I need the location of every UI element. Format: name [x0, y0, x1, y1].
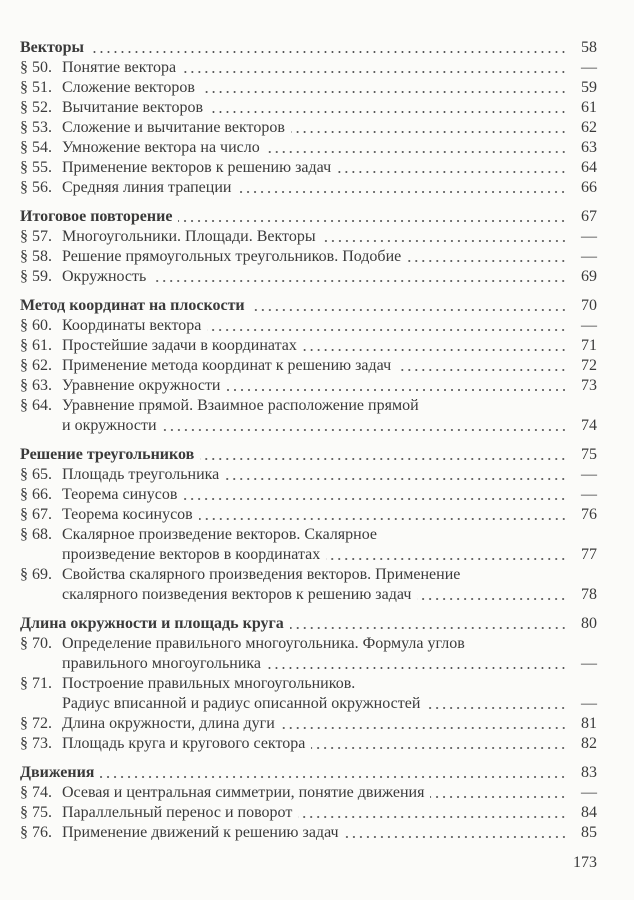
entry-title: Осевая и центральная симметрии, понятие движения — [62, 784, 425, 801]
toc-entry-line — [20, 118, 597, 138]
paragraph-number: § 76. — [20, 824, 52, 841]
entry-page: 78 — [581, 586, 597, 603]
toc-entry-line — [20, 674, 597, 694]
toc-entry-line — [20, 465, 597, 485]
paragraph-number: § 61. — [20, 337, 52, 354]
dot-leader — [178, 219, 567, 223]
toc-entry-line — [20, 247, 597, 267]
dot-leader — [182, 70, 567, 74]
dot-leader — [152, 279, 567, 283]
page-number: 173 — [573, 854, 597, 871]
paragraph-number: § 75. — [20, 804, 52, 821]
entry-page: — — [581, 784, 597, 801]
entry-title: Радиус вписанной и радиус описанной окружностей — [62, 695, 421, 712]
entry-title: Площадь треугольника — [62, 466, 220, 483]
toc-entry-line — [20, 98, 597, 118]
dot-leader — [227, 388, 568, 392]
dot-leader — [163, 428, 567, 432]
toc-entry-line — [20, 634, 597, 654]
toc-entry-line — [20, 734, 597, 754]
entry-page: 77 — [581, 546, 597, 563]
dot-leader — [90, 50, 567, 54]
section-page: 58 — [581, 39, 597, 56]
entry-title: Средняя линия трапеции — [62, 179, 232, 196]
entry-title: Понятие вектора — [62, 59, 177, 76]
entry-page: 69 — [581, 268, 597, 285]
entry-title: Теорема косинусов — [62, 506, 193, 523]
dot-leader — [266, 150, 567, 154]
entry-title: правильного многоугольника — [62, 655, 262, 672]
paragraph-number: § 53. — [20, 119, 52, 136]
entry-title: Координаты вектора — [62, 317, 202, 334]
entry-title: Сложение и вычитание векторов — [62, 119, 285, 136]
entry-title: Окружность — [62, 268, 147, 285]
toc-entry-line — [20, 376, 597, 396]
toc-entry-line — [20, 267, 597, 287]
dot-leader — [337, 170, 567, 174]
toc-entry-line — [20, 505, 597, 525]
entry-page: 84 — [581, 804, 597, 821]
section-title: Векторы — [20, 39, 85, 56]
entry-title: скалярного поизведения векторов к решению задач — [62, 586, 412, 603]
entry-page: — — [581, 59, 597, 76]
toc-section — [20, 614, 597, 754]
dot-leader — [290, 626, 567, 630]
section-page: 70 — [581, 297, 597, 314]
paragraph-number: § 62. — [20, 357, 52, 374]
toc-entry-line — [20, 485, 597, 505]
section-heading — [20, 614, 597, 634]
toc-entry-line — [20, 178, 597, 198]
paragraph-number: § 55. — [20, 159, 52, 176]
entry-page: 64 — [581, 159, 597, 176]
entry-title: Вычитание векторов — [62, 99, 204, 116]
toc-entry-line — [20, 396, 597, 416]
dot-leader — [207, 328, 567, 332]
entry-title: Площадь круга и кругового сектора — [62, 735, 306, 752]
paragraph-number: § 72. — [20, 715, 52, 732]
toc-entry-line — [20, 714, 597, 734]
toc-entry-line — [20, 78, 597, 98]
table-of-contents — [20, 38, 597, 852]
paragraph-number: § 54. — [20, 139, 52, 156]
entry-page: — — [581, 655, 597, 672]
paragraph-number: § 50. — [20, 59, 52, 76]
toc-entry-line — [20, 545, 597, 565]
entry-page: 63 — [581, 139, 597, 156]
section-heading — [20, 296, 597, 316]
dot-leader — [397, 368, 567, 372]
paragraph-number: § 73. — [20, 735, 52, 752]
section-title: Длина окружности и площадь круга — [20, 615, 284, 632]
dot-leader — [322, 239, 567, 243]
entry-page: 76 — [581, 506, 597, 523]
entry-page: — — [581, 466, 597, 483]
toc-section — [20, 445, 597, 605]
section-page: 80 — [581, 615, 597, 632]
entry-page: 82 — [581, 735, 597, 752]
dot-leader — [237, 190, 567, 194]
toc-section — [20, 207, 597, 287]
dot-leader — [251, 308, 567, 312]
entry-page: 72 — [581, 357, 597, 374]
paragraph-number: § 67. — [20, 506, 52, 523]
toc-entry-line — [20, 356, 597, 376]
paragraph-number: § 71. — [20, 675, 52, 692]
entry-title: Многоугольники. Площади. Векторы — [62, 228, 316, 245]
entry-title: и окружности — [62, 417, 157, 434]
paragraph-number: § 65. — [20, 466, 52, 483]
paragraph-number: § 63. — [20, 377, 52, 394]
paragraph-number: § 69. — [20, 566, 52, 583]
entry-page: 61 — [581, 99, 597, 116]
entry-title: произведение векторов в координатах — [62, 546, 321, 563]
toc-entry-line — [20, 803, 597, 823]
toc-entry-line — [20, 694, 597, 714]
entry-page: 81 — [581, 715, 597, 732]
dot-leader — [298, 815, 567, 819]
dot-leader — [201, 90, 567, 94]
section-title: Метод координат на плоскости — [20, 297, 245, 314]
section-title: Итоговое повторение — [20, 208, 173, 225]
toc-entry-line — [20, 158, 597, 178]
dot-leader — [225, 477, 567, 481]
entry-title: Простейшие задачи в координатах — [62, 337, 297, 354]
entry-page: 74 — [581, 417, 597, 434]
section-page: 75 — [581, 446, 597, 463]
paragraph-number: § 60. — [20, 317, 52, 334]
entry-title: Длина окружности, длина дуги — [62, 715, 275, 732]
entry-title: Умножение вектора на число — [62, 139, 260, 156]
toc-entry-line — [20, 138, 597, 158]
section-title: Движения — [20, 764, 95, 781]
section-heading — [20, 207, 597, 227]
section-heading — [20, 445, 597, 465]
dot-leader — [407, 259, 567, 263]
entry-title: Применение метода координат к решению задач — [62, 357, 392, 374]
entry-page: — — [581, 317, 597, 334]
paragraph-number: § 57. — [20, 228, 52, 245]
toc-entry-line — [20, 585, 597, 605]
entry-title: Построение правильных многоугольников. — [62, 675, 356, 692]
toc-entry-line — [20, 783, 597, 803]
entry-page: 71 — [581, 337, 597, 354]
dot-leader — [417, 597, 567, 601]
entry-page: 66 — [581, 179, 597, 196]
dot-leader — [326, 557, 567, 561]
dot-leader — [430, 795, 567, 799]
toc-entry-line — [20, 416, 597, 436]
toc-section — [20, 38, 597, 198]
entry-page: — — [581, 486, 597, 503]
entry-page: 62 — [581, 119, 597, 136]
paragraph-number: § 68. — [20, 526, 52, 543]
entry-page: 73 — [581, 377, 597, 394]
entry-title: Сложение векторов — [62, 79, 195, 96]
paragraph-number: § 66. — [20, 486, 52, 503]
paragraph-number: § 51. — [20, 79, 52, 96]
section-page: 67 — [581, 208, 597, 225]
dot-leader — [183, 497, 567, 501]
entry-page: — — [581, 695, 597, 712]
toc-entry-line — [20, 227, 597, 247]
entry-title: Применение векторов к решению задач — [62, 159, 332, 176]
dot-leader — [311, 746, 567, 750]
toc-entry-line — [20, 525, 597, 545]
section-heading — [20, 38, 597, 58]
paragraph-number: § 74. — [20, 784, 52, 801]
entry-title: Уравнение окружности — [62, 377, 221, 394]
entry-title: Решение прямоугольных треугольников. Подобие — [62, 248, 402, 265]
dot-leader — [426, 706, 567, 710]
dot-leader — [345, 835, 567, 839]
section-heading — [20, 763, 597, 783]
section-page: 83 — [581, 764, 597, 781]
entry-page: 59 — [581, 79, 597, 96]
paragraph-number: § 70. — [20, 635, 52, 652]
dot-leader — [100, 775, 567, 779]
entry-page: — — [581, 228, 597, 245]
section-title: Решение треугольников — [20, 446, 195, 463]
toc-entry-line — [20, 58, 597, 78]
toc-section — [20, 296, 597, 436]
toc-entry-line — [20, 565, 597, 585]
dot-leader — [303, 348, 567, 352]
dot-leader — [281, 726, 567, 730]
toc-entry-line — [20, 823, 597, 843]
entry-page: 85 — [581, 824, 597, 841]
entry-title: Свойства скалярного произведения векторов. Применение — [62, 566, 461, 583]
entry-title: Скалярное произведение векторов. Скалярное — [62, 526, 378, 543]
paragraph-number: § 52. — [20, 99, 52, 116]
dot-leader — [267, 666, 567, 670]
paragraph-number: § 58. — [20, 248, 52, 265]
paragraph-number: § 59. — [20, 268, 52, 285]
dot-leader — [209, 110, 567, 114]
entry-title: Определение правильного многоугольника. Формула углов — [62, 635, 465, 652]
toc-entry-line — [20, 316, 597, 336]
toc-entry-line — [20, 654, 597, 674]
paragraph-number: § 56. — [20, 179, 52, 196]
entry-title: Применение движений к решению задач — [62, 824, 339, 841]
dot-leader — [199, 517, 567, 521]
toc-section — [20, 763, 597, 843]
dot-leader — [291, 130, 567, 134]
entry-page: — — [581, 248, 597, 265]
dot-leader — [200, 457, 567, 461]
entry-title: Параллельный перенос и поворот — [62, 804, 293, 821]
paragraph-number: § 64. — [20, 397, 52, 414]
entry-title: Уравнение прямой. Взаимное расположение прямой — [62, 397, 419, 414]
toc-entry-line — [20, 336, 597, 356]
entry-title: Теорема синусов — [62, 486, 178, 503]
